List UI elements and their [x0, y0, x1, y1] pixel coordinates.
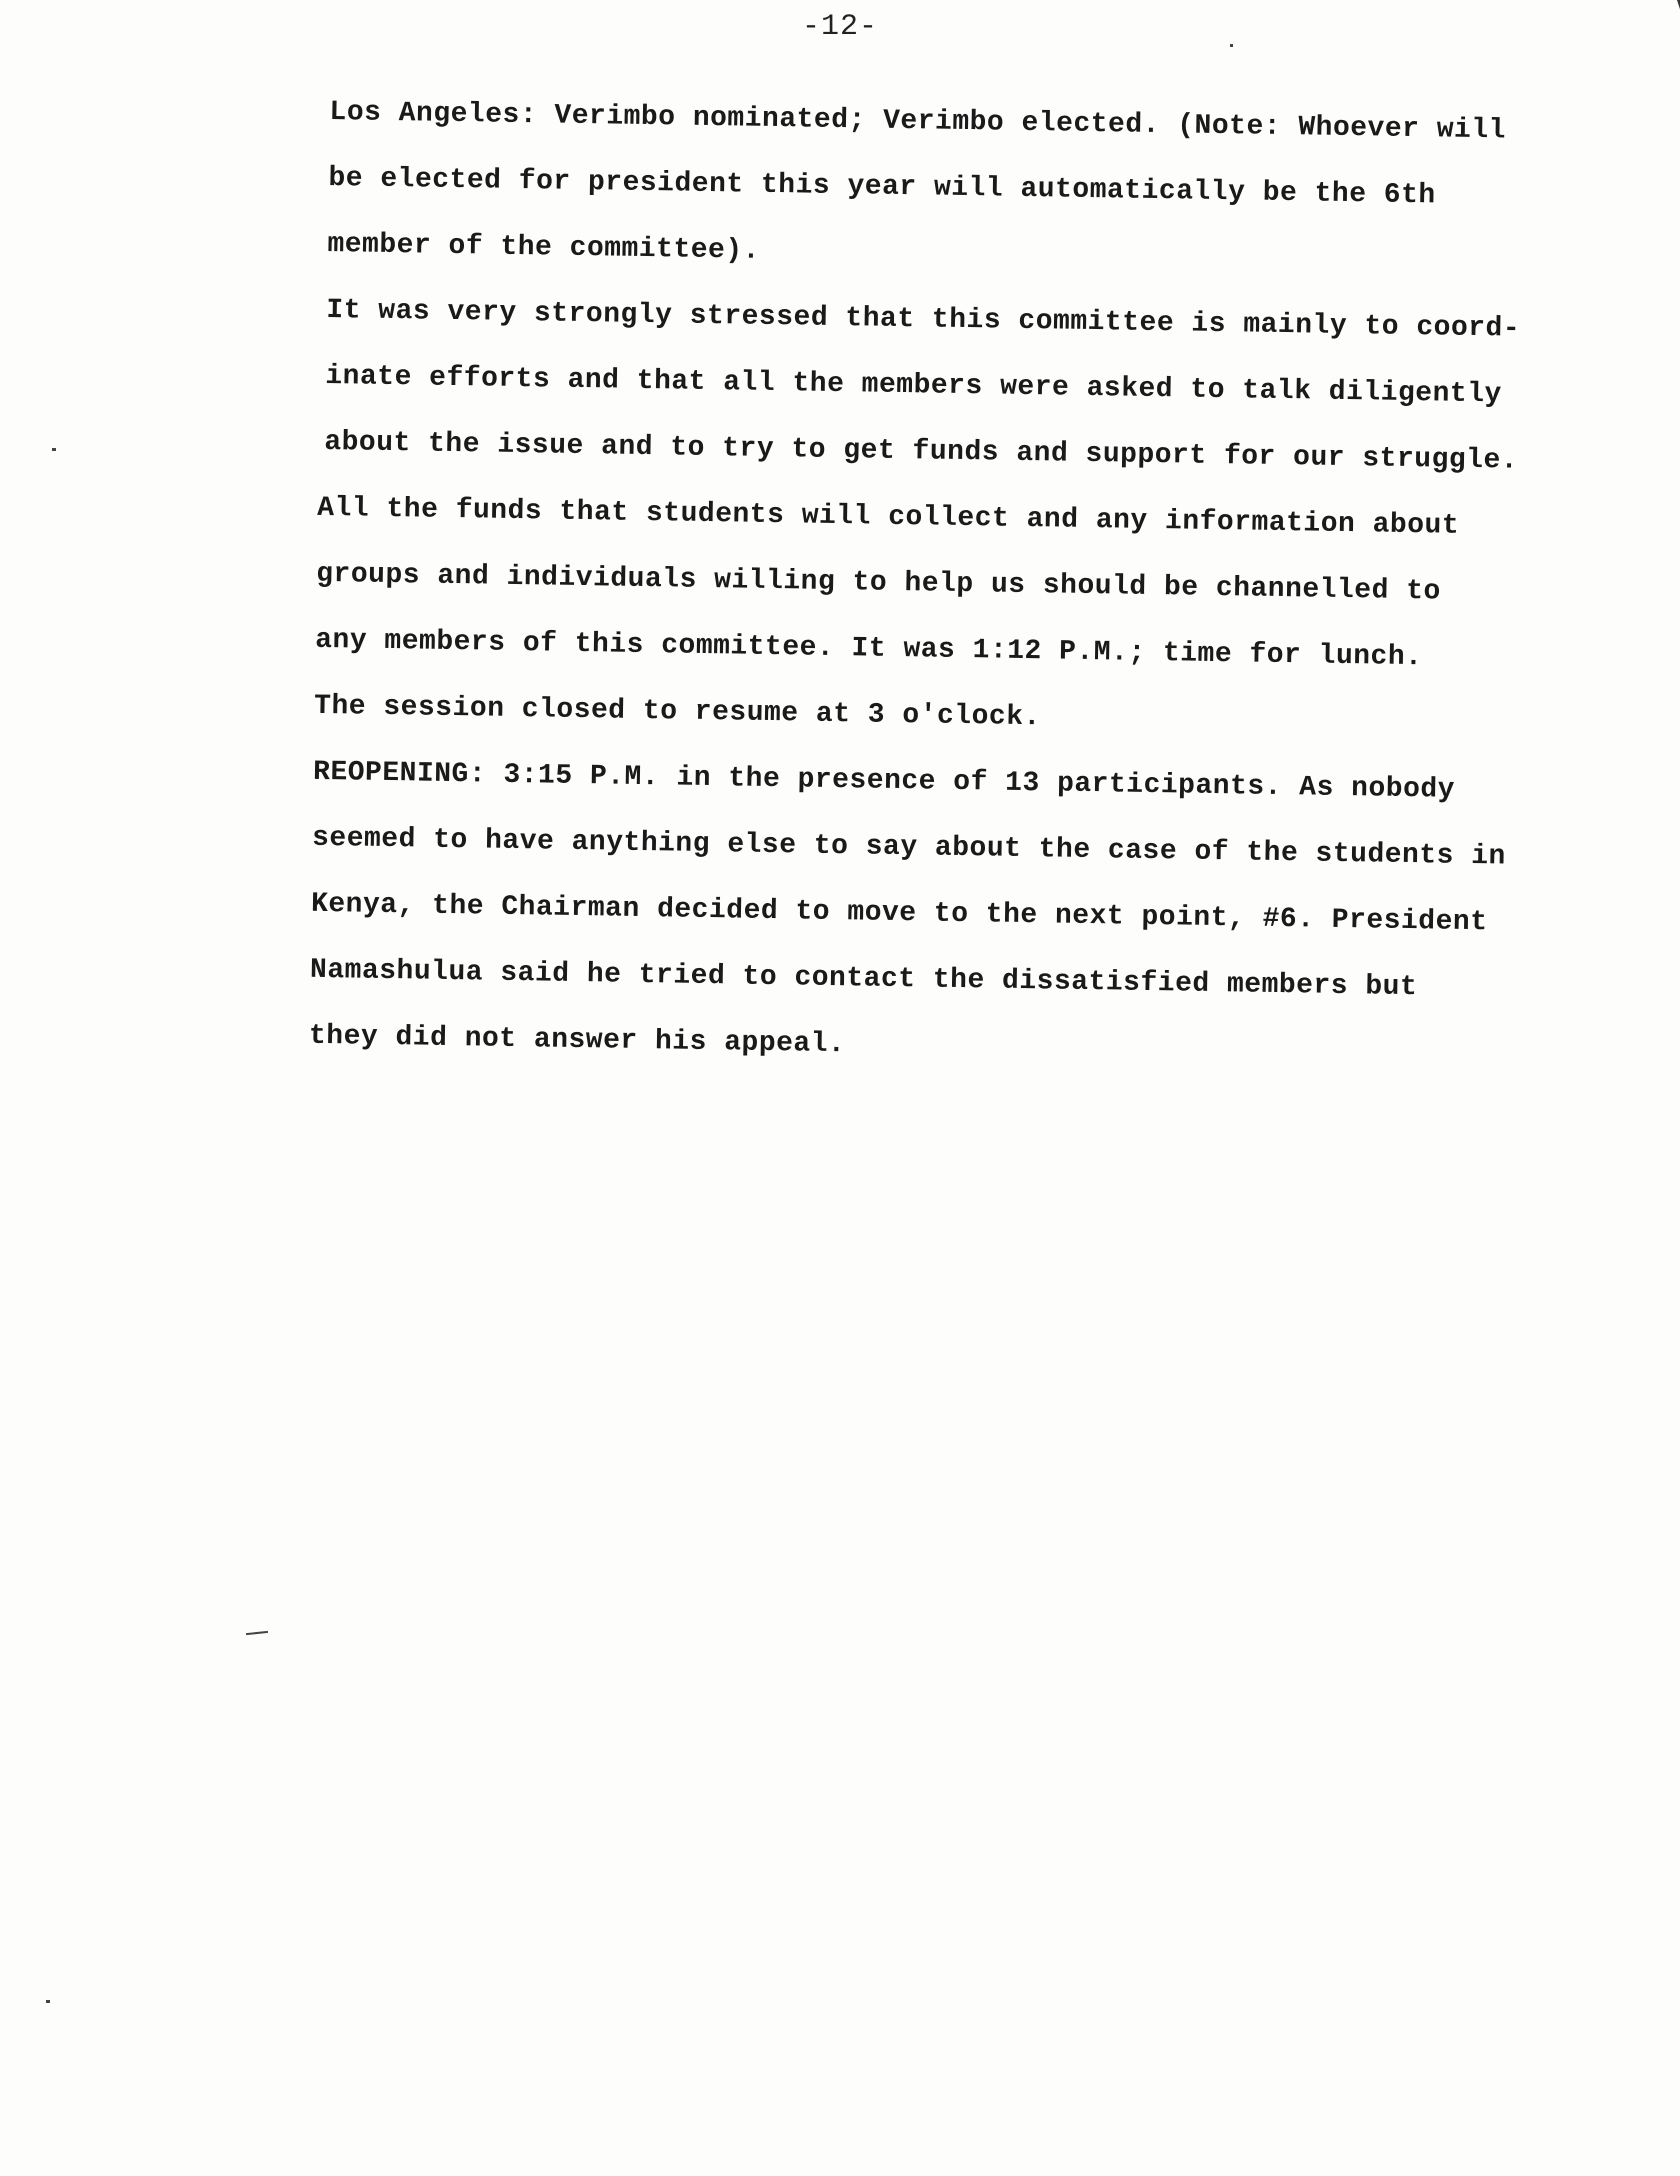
- text-line: member of the committee).: [327, 228, 761, 267]
- paragraph-committee: [313, 278, 1521, 759]
- text-line: any members of this committee. It was 1:12 P.M.; time for lunch.: [314, 624, 1423, 674]
- text-line: about the issue and to try to get funds and support for our struggle.: [324, 426, 1519, 477]
- page-number: -12-: [801, 10, 878, 44]
- text-line: inate efforts and that all the members were asked to talk diligently: [325, 360, 1503, 411]
- text-line: Los Angeles: Verimbo nominated; Verimbo elected. (Note: Whoever will: [329, 96, 1507, 147]
- paragraph-los-angeles: [327, 80, 1520, 297]
- text-line: groups and individuals willing to help us should be channelled to: [315, 558, 1442, 608]
- text-line: Namashulua said he tried to contact the dissatisfied members but: [309, 954, 1418, 1004]
- stray-mark: [46, 2000, 50, 2003]
- paragraph-reopening: [308, 740, 1509, 1089]
- text-line: It was very strongly stressed that this committee is mainly to coord-: [326, 294, 1521, 345]
- stray-mark: [246, 1631, 268, 1635]
- stray-mark: [1230, 44, 1233, 47]
- text-line: they did not answer his appeal.: [308, 1020, 846, 1061]
- text-line: seemed to have anything else to say about the case of the students in: [311, 822, 1507, 873]
- text-line: The session closed to resume at 3 o'clock.: [313, 690, 1042, 734]
- stray-mark: [52, 448, 56, 451]
- text-line: REOPENING: 3:15 P.M. in the presence of 13 participants. As nobody: [312, 756, 1456, 806]
- text-line: All the funds that students will collect and any information about: [317, 492, 1460, 542]
- document-body: [308, 80, 1521, 1089]
- text-line: Kenya, the Chairman decided to move to the next point, #6. President: [310, 888, 1488, 939]
- text-line: be elected for president this year will automatically be the 6th: [328, 162, 1436, 212]
